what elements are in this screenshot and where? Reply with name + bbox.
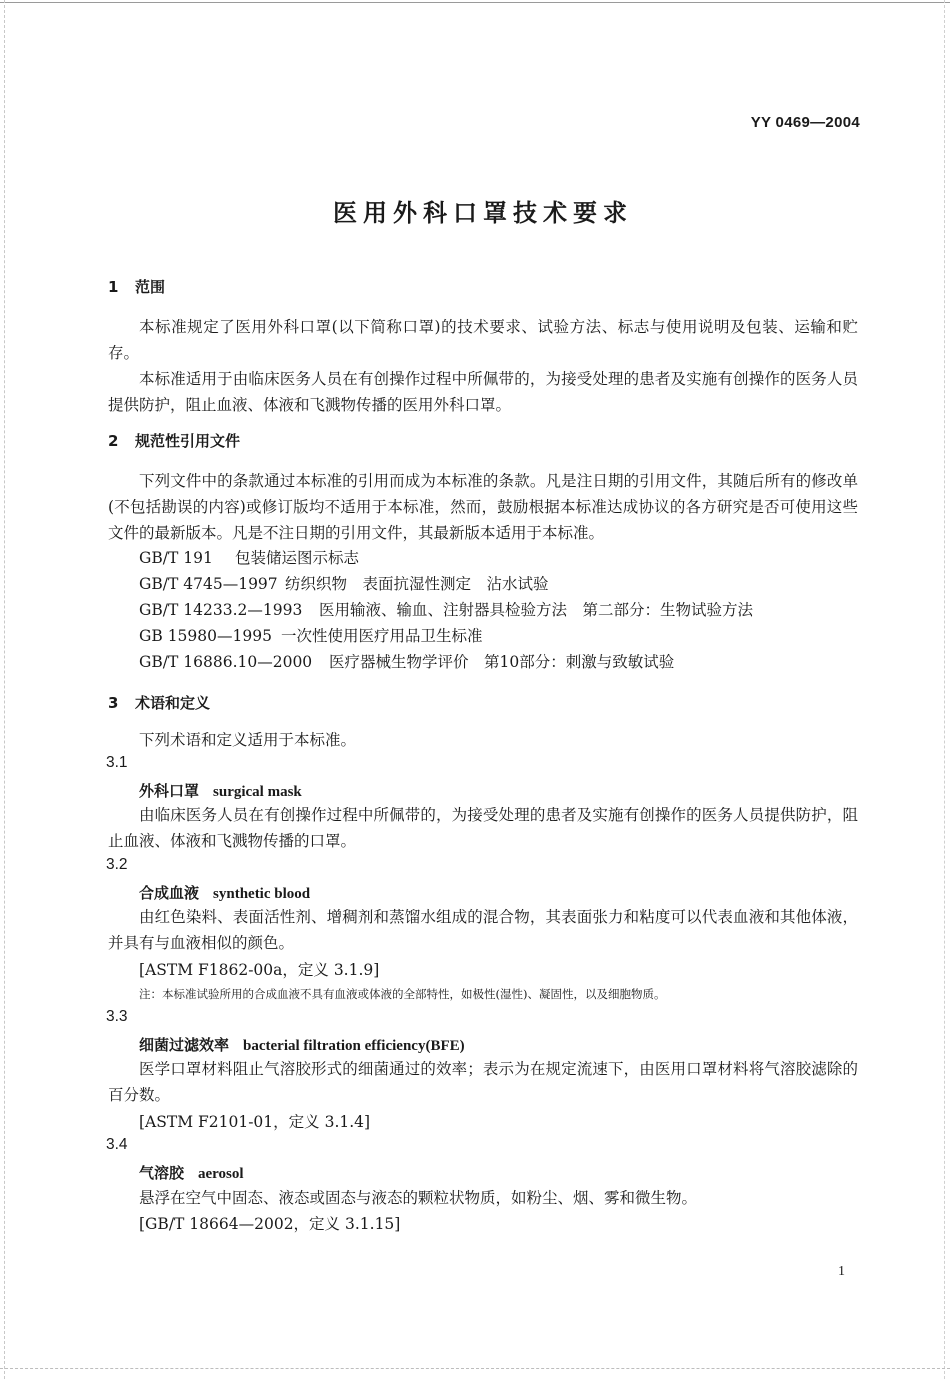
term-definition: 医学口罩材料阻止气溶胶形式的细菌通过的效率；表示为在规定流速下，由医用口罩材料将气溶胶滤除的百分数。 (108, 1060, 858, 1104)
section-number: 3 (108, 694, 119, 712)
term-number: 3.4 (106, 1136, 128, 1153)
reference-item (139, 546, 359, 568)
page-title: 医用外科口罩技术要求 (333, 199, 633, 227)
term-definition: 由临床医务人员在有创操作过程中所佩带的，为接受处理的患者及实施有创操作的医务人员提供防护，阻止血液、体液和飞溅物传播的口罩。 (108, 806, 858, 850)
term-name-cn: 外科口罩 (139, 782, 200, 800)
section-1-heading (108, 276, 165, 297)
term-source: [ASTM F2101-01，定义 3.1.4] (139, 1113, 371, 1131)
term-heading (139, 1034, 465, 1055)
term-name-en: bacterial filtration efficiency(BFE) (243, 1038, 465, 1054)
term-source: [GB/T 18664—2002，定义 3.1.15] (139, 1215, 401, 1233)
reference-item (139, 598, 753, 620)
term-definition: 悬浮在空气中固态、液态或固态与液态的颗粒状物质，如粉尘、烟、雾和微生物。 (139, 1189, 698, 1207)
reference-code: GB/T 4745—1997 (139, 575, 278, 593)
section-title: 术语和定义 (135, 694, 211, 712)
term-heading (139, 1162, 244, 1183)
reference-item (139, 624, 483, 646)
reference-code: GB/T 191 (139, 549, 213, 567)
reference-title: 医用输液、输血、注射器具检验方法 第二部分：生物试验方法 (319, 601, 754, 619)
term-number: 3.3 (106, 1008, 128, 1025)
term-name-en: aerosol (198, 1166, 244, 1182)
term-name-cn: 气溶胶 (139, 1164, 185, 1182)
section-1-paragraph-2: 本标准适用于由临床医务人员在有创操作过程中所佩带的，为接受处理的患者及实施有创操作的医务人员提供防护，阻止血液、体液和飞溅物传播的医用外科口罩。 (108, 370, 858, 414)
section-title: 范围 (135, 278, 166, 296)
term-heading (139, 882, 310, 903)
reference-code: GB/T 16886.10—2000 (139, 653, 313, 671)
term-name-cn: 细菌过滤效率 (139, 1036, 230, 1054)
section-2-heading (108, 430, 240, 451)
reference-item (139, 650, 674, 672)
term-note: 注：本标准试验所用的合成血液不具有血液或体液的全部特性，如极性(湿性)、凝固性，以及细胞物质。 (139, 987, 666, 1001)
section-number: 1 (108, 278, 119, 296)
scan-edge-top (0, 2, 950, 3)
section-3-intro: 下列术语和定义适用于本标准。 (139, 731, 357, 749)
term-name-cn: 合成血液 (139, 884, 200, 902)
section-number: 2 (108, 432, 119, 450)
term-name-en: surgical mask (213, 784, 302, 800)
standard-code: YY 0469—2004 (750, 114, 860, 131)
reference-item (139, 572, 549, 594)
reference-code: GB 15980—1995 (139, 627, 272, 645)
reference-title: 医疗器械生物学评价 第10部分：刺激与致敏试验 (329, 653, 675, 671)
term-source: [ASTM F1862-00a，定义 3.1.9] (139, 961, 380, 979)
term-number: 3.1 (106, 754, 128, 771)
term-name-en: synthetic blood (213, 886, 311, 902)
section-3-heading (108, 692, 210, 713)
term-definition: 由红色染料、表面活性剂、增稠剂和蒸馏水组成的混合物，其表面张力和粘度可以代表血液和其他体液，并具有与血液相似的颜色。 (108, 908, 858, 952)
term-number: 3.2 (106, 856, 128, 873)
section-1-paragraph-1: 本标准规定了医用外科口罩(以下简称口罩)的技术要求、试验方法、标志与使用说明及包装、运输和贮存。 (108, 318, 858, 362)
reference-title: 一次性使用医疗用品卫生标准 (281, 627, 483, 645)
scan-edge-bottom (0, 1368, 950, 1369)
section-2-intro: 下列文件中的条款通过本标准的引用而成为本标准的条款。凡是注日期的引用文件，其随后所有的修改单(不包括勘误的内容)或修订版均不适用于本标准，然而，鼓励根据本标准达成协议的各方研究是否可使用这些文件的最新版本。凡是不注日期的引用文件，其最新版本适用于本标准。 (108, 472, 858, 542)
section-title: 规范性引用文件 (135, 432, 241, 450)
reference-title: 包装储运图示标志 (235, 549, 360, 567)
term-heading (139, 780, 302, 801)
reference-code: GB/T 14233.2—1993 (139, 601, 303, 619)
reference-title: 纺织织物 表面抗湿性测定 沾水试验 (285, 575, 549, 593)
page-number: 1 (838, 1264, 845, 1279)
